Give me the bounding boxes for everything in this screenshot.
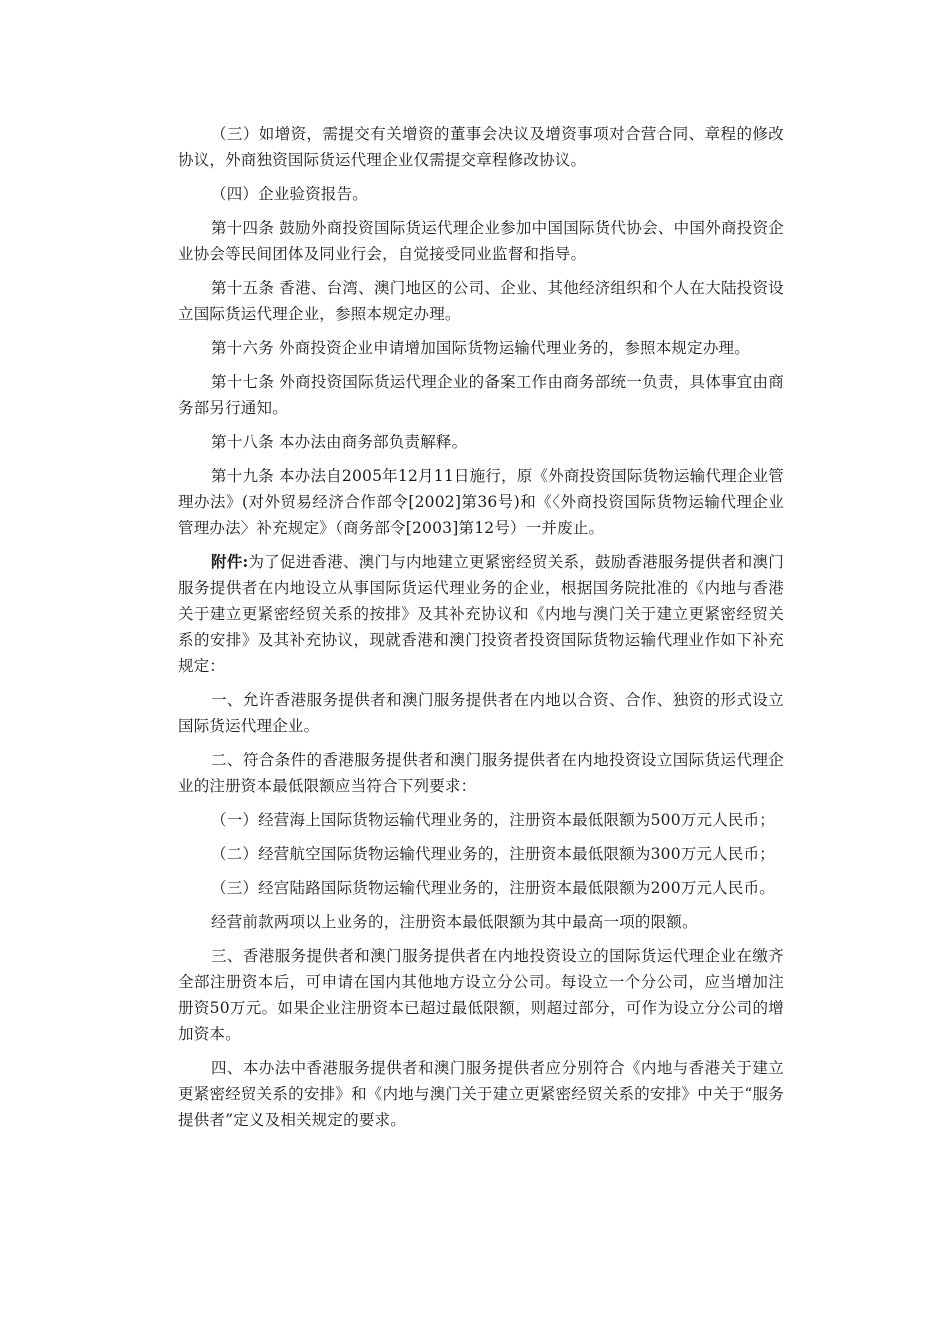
paragraph-capital-report: （四）企业验资报告。: [211, 185, 369, 203]
paragraph-item-3: 三、香港服务提供者和澳门服务提供者在内地投资设立的国际货运代理企业在缴齐全部注册资本后，可申请在国内其他地方设立分公司。每设立一个分公司，应当增加注册资50万元。如果企业注册资本已超过最低限额，则超过部分，可作为设立分公司的增加资本。: [178, 947, 784, 1043]
document-body: [178, 121, 784, 1141]
attachment-text: 为了促进香港、澳门与内地建立更紧密经贸关系，鼓励香港服务提供者和澳门服务提供者在内地设立从事国际货运代理业务的企业，根据国务院批准的《内地与香港关于建立更紧密经贸关系的按排》及其补充协议和《内地与澳门关于建立更紧密经贸关系的安排》及其补充协议，现就香港和澳门投资者投资国际货物运输代理业作如下补充规定：: [178, 553, 784, 675]
paragraph-multiple-business: 经营前款两项以上业务的，注册资本最低限额为其中最高一项的限额。: [211, 913, 698, 931]
paragraph-article-17: 第十七条 外商投资国际货运代理企业的备案工作由商务部统一负责，具体事宜由商务部另行通知。: [178, 373, 784, 417]
paragraph-item-1: 一、允许香港服务提供者和澳门服务提供者在内地以合资、合作、独资的形式设立国际货运代理企业。: [178, 691, 784, 735]
paragraph-item-4: 四、本办法中香港服务提供者和澳门服务提供者应分别符合《内地与香港关于建立更紧密经贸关系的安排》和《内地与澳门关于建立更紧密经贸关系的安排》中关于“服务提供者”定义及相关规定的要求。: [178, 1059, 784, 1129]
paragraph-item-2: 二、符合条件的香港服务提供者和澳门服务提供者在内地投资设立国际货运代理企业的注册资本最低限额应当符合下列要求：: [178, 751, 784, 795]
paragraph-air-freight: （二）经营航空国际货物运输代理业务的，注册资本最低限额为300万元人民币；: [211, 845, 775, 863]
paragraph-article-18: 第十八条 本办法由商务部负责解释。: [211, 433, 468, 451]
attachment-label: 附件:: [211, 552, 249, 571]
paragraph-attachment: [178, 549, 784, 679]
paragraph-sea-freight: （一）经营海上国际货物运输代理业务的，注册资本最低限额为500万元人民币；: [211, 811, 775, 829]
paragraph-capital-increase: （三）如增资，需提交有关增资的董事会决议及增资事项对合营合同、章程的修改协议，外商独资国际货运代理企业仅需提交章程修改协议。: [178, 125, 784, 169]
paragraph-article-19: 第十九条 本办法自2005年12月11日施行，原《外商投资国际货物运输代理企业管理办法》(对外贸易经济合作部令[2002]第36号)和《〈外商投资国际货物运输代理企业管理办法〉补充规定》（商务部令[2003]第12号）一并废止。: [178, 467, 784, 537]
paragraph-land-freight: （三）经宫陆路国际货物运输代理业务的，注册资本最低限额为200万元人民币。: [211, 879, 775, 897]
paragraph-article-14: 第十四条 鼓励外商投资国际货运代理企业参加中国国际货代协会、中国外商投资企业协会等民间团体及同业行会，自觉接受同业监督和指导。: [178, 219, 784, 263]
paragraph-article-15: 第十五条 香港、台湾、澳门地区的公司、企业、其他经济组织和个人在大陆投资设立国际货运代理企业，参照本规定办理。: [178, 279, 784, 323]
paragraph-article-16: 第十六务 外商投资企业申请增加国际货物运输代理业务的，参照本规定办理。: [211, 339, 750, 357]
